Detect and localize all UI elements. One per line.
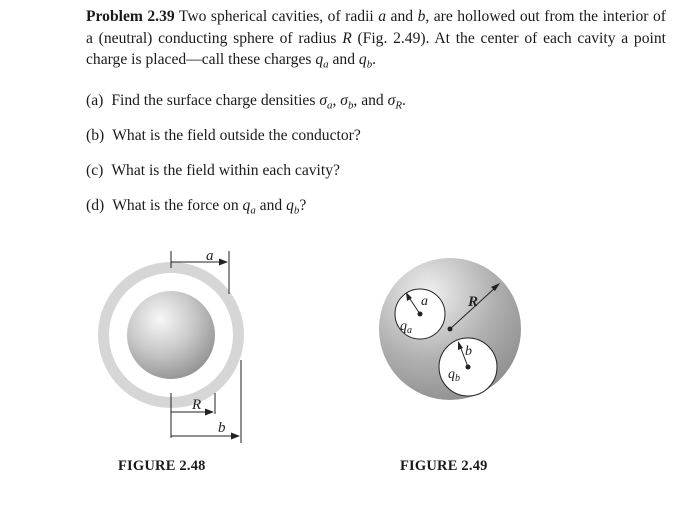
part-a-end: . — [402, 92, 406, 109]
part-d-q2: q — [286, 197, 294, 214]
part-d-sub1: a — [250, 204, 256, 217]
part-d-text: What is the force on — [112, 197, 243, 214]
figure-2-49-caption: FIGURE 2.49 — [400, 458, 488, 474]
problem-heading: Problem 2.39 — [86, 8, 175, 25]
part-d-sub2: b — [293, 204, 300, 217]
problem-text-5: and — [328, 51, 359, 68]
part-a-letter: (a) — [86, 92, 104, 109]
label-R-49: R — [468, 294, 479, 310]
problem-text-2: and — [386, 8, 418, 25]
dim-R-arrow — [205, 409, 214, 416]
problem-text-4: (Fig. 2.49). At the center of each cavity a point charge is placed—call these charges — [86, 29, 666, 68]
var-R: R — [342, 29, 352, 47]
label-b-49: b — [465, 344, 472, 359]
part-a-sub3: R — [395, 99, 403, 112]
part-b-letter: (b) — [86, 127, 105, 144]
part-a-sep1: , — [332, 92, 341, 109]
inner-sphere — [127, 291, 215, 379]
part-d-mid: and — [255, 197, 287, 214]
part-a-text: Find the surface charge densities — [111, 92, 320, 109]
part-d-q1: q — [242, 197, 251, 214]
part-b-text: What is the field outside the conductor? — [112, 127, 361, 144]
sub-a: a — [323, 58, 329, 71]
sigma-2: σ — [340, 92, 348, 109]
part-c-letter: (c) — [86, 162, 104, 179]
label-R-48: R — [192, 397, 202, 413]
part-c-text: What is the field within each cavity? — [111, 162, 340, 179]
var-q-2: q — [358, 51, 367, 68]
sub-b: b — [366, 58, 373, 71]
problem-text-1: Two spherical cavities, of radii — [174, 8, 379, 25]
var-a: a — [378, 8, 387, 25]
part-a-sep2: , and — [353, 92, 388, 109]
var-q: q — [315, 51, 324, 68]
part-d-letter: (d) — [86, 197, 105, 214]
part-d-end: ? — [299, 197, 307, 214]
sigma: σ — [319, 92, 328, 109]
problem-text-3: , are hollowed out from the interior of a (neutral) conducting sphere of radius — [86, 8, 666, 47]
sigma-3: σ — [387, 92, 396, 109]
part-a-sub1: a — [327, 99, 333, 112]
part-a-sub2: b — [347, 99, 354, 112]
label-qb-49: $q_b$ — [448, 367, 460, 384]
dim-a-arrow — [219, 259, 228, 266]
label-a-49: a — [421, 294, 428, 309]
label-qa-49: $q_a$ — [400, 319, 412, 336]
dim-b-arrow — [231, 433, 240, 440]
problem-text-6: . — [372, 51, 377, 68]
label-a-48: a — [206, 248, 214, 264]
figure-2-48-caption: FIGURE 2.48 — [118, 458, 206, 474]
label-b-48: b — [218, 420, 226, 436]
var-b: b — [417, 8, 426, 25]
